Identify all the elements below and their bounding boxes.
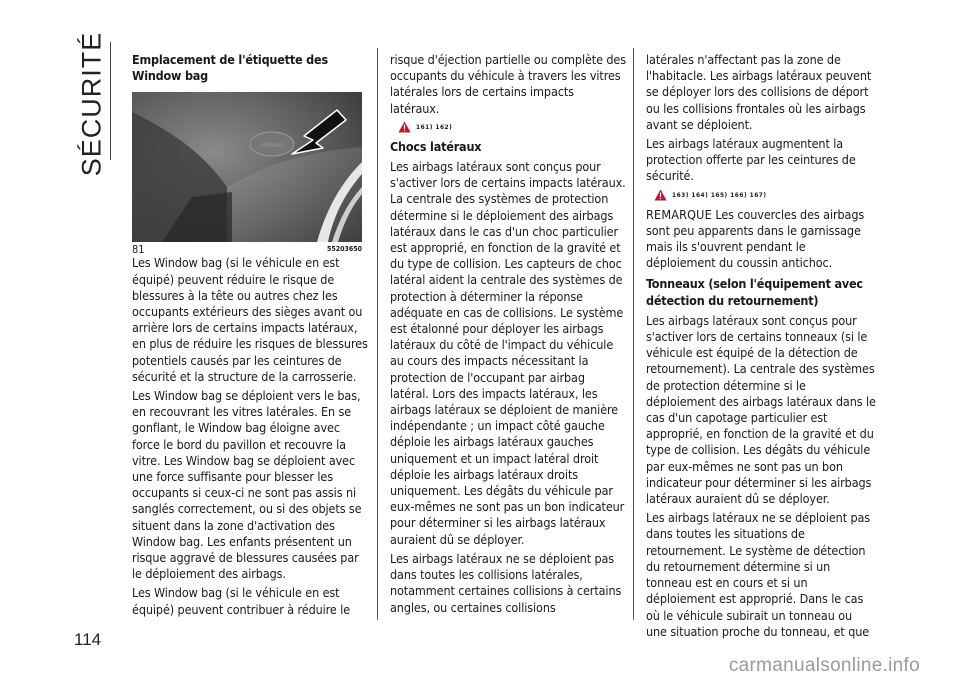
page-number: 114 xyxy=(74,630,102,649)
rollover-heading: Tonneaux (selon l'équipement avec détection du retournement) xyxy=(646,276,863,308)
warning-refs: 163) 164) 165) 166) 167) xyxy=(672,190,767,199)
note-paragraph xyxy=(646,207,876,272)
figure-airbag-text: AIRBAG xyxy=(260,143,284,150)
paragraph: Les airbags latéraux sont conçus pour s'activer lors de certains impacts latéraux. La centrale des systèmes de protection détermine si le déploiement des airbags latéraux dans le cas d'un choc particulier est approprié, en fonction de la gravité et du type de collision. Les capteurs de choc latéral aident la centrale des systèmes de protection à déterminer la réponse adéquate en cas de collisions. Le système est étalonné pour déployer les airbags latéraux du côté de l'impact du véhicule au cours des impacts nécessitant la protection de l'occupant par airbag latéral. Lors des impacts latéraux, les airbags latéraux se déploient de manière indépendante ; un impact côté gauche déploie les airbags latéraux gauches uniquement et un impact latéral droit déploie les airbags latéraux droits uniquement. Les dégâts du véhicule par eux-mêmes ne sont pas un bon indicateur pour déterminer si les airbags latéraux auraient dû se déployer. xyxy=(390,159,626,547)
section-title-rule xyxy=(110,42,111,160)
figure-number: 81 xyxy=(132,243,145,257)
paragraph: Les airbags latéraux ne se déploient pas dans toutes les situations de retournement. Le système de détection du retournement détermine si un tonneau est en cours et si un déploiement est approprié. Dans le cas où le véhicule subirait un tonneau ou une situation proche du tonneau, et que xyxy=(646,510,871,639)
watermark: carmanualsonline.info xyxy=(728,655,920,676)
warning-triangle-icon xyxy=(654,189,667,201)
column-divider xyxy=(633,48,634,620)
figure-caption xyxy=(132,244,362,255)
warning-reference xyxy=(398,121,626,133)
column-divider xyxy=(377,48,378,620)
paragraph: Les Window bag se déploient vers le bas, en recouvrant les vitres latérales. En se gonflant, le Window bag éloigne avec force le bord du pavillon et recouvre la vitre. Les Window bag se déploient avec une force suffisante pour blesser les occupants si ceux-ci ne sont pas assis ni sanglés correctement, ou si des objets se situent dans la zone d'activation des Window bag. Les enfants présentent un risque aggravé de blessures causées par le déploiement des airbags. xyxy=(132,388,362,582)
note-lead: REMARQUE xyxy=(646,206,712,222)
column-1 xyxy=(132,52,368,621)
warning-triangle-icon xyxy=(398,121,411,133)
column-3 xyxy=(646,52,876,643)
paragraph: Les airbags latéraux sont conçus pour s'activer lors de certains tonneaux (si le véhicule est équipé de la détection de retournement). La centrale des systèmes de protection détermine si le déploiement des airbags latéraux dans le cas d'un capotage particulier est approprié, en fonction de la gravité et du type de collision. Les dégâts du véhicule par eux-mêmes ne sont pas un bon indicateur pour déterminer si les airbags latéraux auraient dû se déployer. xyxy=(646,312,876,507)
side-impacts-heading: Chocs latéraux xyxy=(390,138,482,154)
window-bag-photo xyxy=(132,92,362,242)
window-bag-figure xyxy=(132,92,362,242)
paragraph: Les airbags latéraux augmentent la protection offerte par les ceintures de sécurité. xyxy=(646,136,856,184)
figure-code: 55203650 xyxy=(326,245,362,254)
section-title: SÉCURITÉ xyxy=(76,31,107,177)
warning-reference xyxy=(654,189,876,201)
window-bag-label-heading: Emplacement de l'étiquette des Window bag xyxy=(132,52,328,84)
paragraph: Les Window bag (si le véhicule en est équipé) peuvent contribuer à réduire le xyxy=(132,585,351,617)
warning-refs: 161) 162) xyxy=(416,122,453,131)
column-2 xyxy=(390,52,626,619)
paragraph: Les Window bag (si le véhicule en est équipé) peuvent réduire le risque de blessures à la tête ou autres chez les occupants extérieurs des sièges avant ou arrière lors de certains impacts latéraux, en plus de réduire les risques de blessures potentiels causés par les ceintures de sécurité et la structure de la carrosserie. xyxy=(132,255,368,384)
paragraph: Les airbags latéraux ne se déploient pas dans toutes les collisions latérales, notamment certaines collisions à certains angles, ou certaines collisions xyxy=(390,550,622,615)
paragraph: risque d'éjection partielle ou complète des occupants du véhicule à travers les vitres latérales lors de certains impacts latéraux. xyxy=(390,52,627,116)
note-text: Les couvercles des airbags sont peu apparents dans le garnissage mais ils s'ouvrent pendant le déploiement du coussin antichoc. xyxy=(646,206,865,271)
paragraph: latérales n'affectant pas la zone de l'habitacle. Les airbags latéraux peuvent se déployer lors des collisions de déport ou les collisions frontales où les airbags avant se déploient. xyxy=(646,52,872,132)
